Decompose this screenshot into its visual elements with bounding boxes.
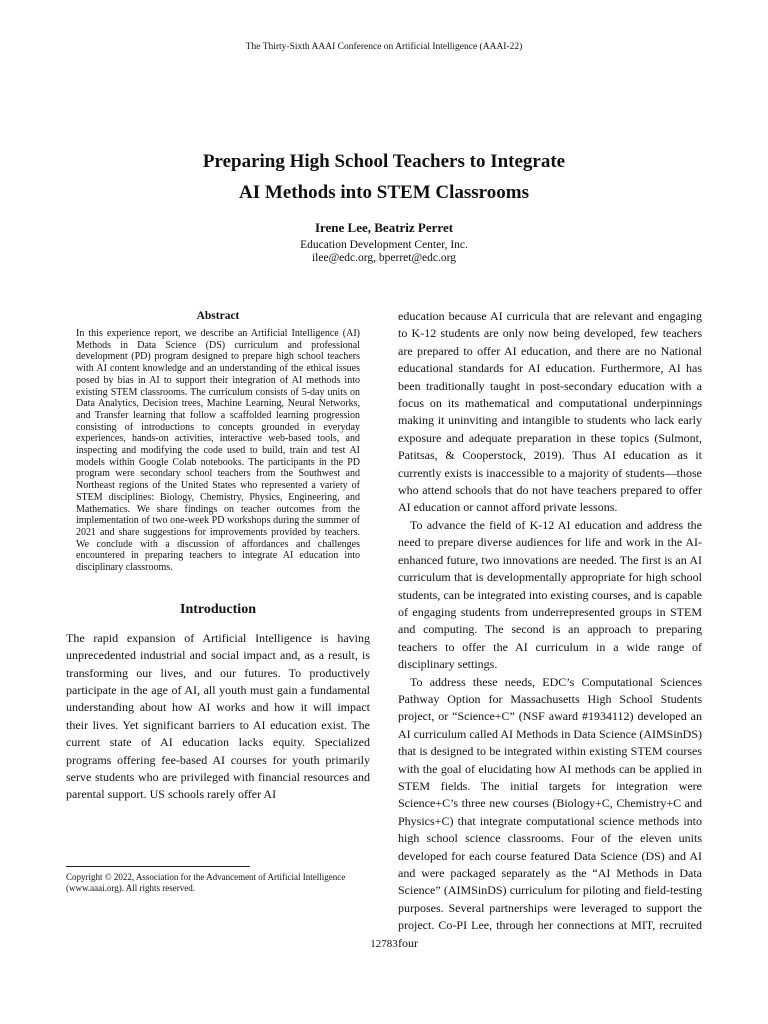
introduction-paragraph-1: The rapid expansion of Artificial Intelligence is having unprecedented industrial and social impact and, as a result, is transforming our lives, and our futures. To productively participate in the age of AI, all youth must gain a fundamental understanding about how AI works and how it will impact their lives. Yet significant barriers to AI education exist. The current state of AI education lacks equity. Specialized programs offering fee-based AI courses for youth primarily serve students who are privileged with financial resources and parental support. US schools rarely offer AI xyxy=(66,630,370,802)
paper-title xyxy=(0,146,768,208)
title-line-2: AI Methods into STEM Classrooms xyxy=(239,182,529,203)
affiliation: Education Development Center, Inc. xyxy=(300,239,468,251)
introduction-heading: Introduction xyxy=(180,601,256,617)
right-column xyxy=(398,308,702,952)
title-line-1: Preparing High School Teachers to Integrate xyxy=(202,151,566,172)
left-column xyxy=(66,310,370,804)
page-number: 12783 xyxy=(370,938,398,950)
abstract-text: In this experience report, we describe an Artificial Intelligence (AI) Methods in Data Science (DS) curriculum and professional development (PD) program designed to prepare high school teachers with AI content knowledge and an understanding of the ethical issues posed by bias in AI to support their integration of AI methods into existing STEM classrooms. The curriculum consists of 5-day units on Data Analytics, Decision trees, Machine Learning, Neural Networks, and Transfer learning that follow a scaffolded learning progression consisting of introductions to concepts grounded in everyday experiences, hands-on activities, interactive web-based tools, and inspecting and modifying the code used to build, train and test AI models within Google Colab notebooks. The participants in the PD program were secondary school teachers from the Southwest and Northeast regions of the United States who represented a variety of STEM disciplines: Biology, Chemistry, Physics, Engineering, and Mathematics. We share findings on teacher outcomes from the implementation of two one-week PD workshops during the summer of 2021 and share suggestions for improvements provided by teachers. We conclude with a discussion of affordances and challenges encountered in preparing teachers to integrate AI education into disciplinary classrooms. xyxy=(76,328,360,574)
introduction-paragraph-3: To address these needs, EDC’s Computational Sciences Pathway Option for Massachusetts High School Students project, or “Science+C” (NSF award #1934112) developed an AI curriculum called AI Methods in Data Science (AIMSinDS) that is designed to be integrated within existing STEM courses with the goal of elucidating how AI methods can be applied in STEM fields. The initial targets for integration were Science+C’s three new courses (Biology+C, Chemistry+C and Physics+C) that integrate computational science methods into high school science classrooms. Four of the eleven units developed for each course featured Data Science (DS) and AI and were packaged separately as the “AI Methods in Data Science” (AIMSinDS) curriculum for piloting and field-testing purposes. Several partnerships were leveraged to support the project. Co-PI Lee, through her connections at MIT, recruited four xyxy=(398,674,702,950)
authors: Irene Lee, Beatriz Perret xyxy=(314,220,454,235)
author-emails: ilee@edc.org, bperret@edc.org xyxy=(311,252,456,264)
abstract-heading: Abstract xyxy=(196,310,240,322)
copyright-footnote: Copyright © 2022, Association for the Advancement of Artificial Intelligence (www.aaai.org). All rights reserved. xyxy=(66,872,346,893)
footnote-rule xyxy=(66,866,250,867)
conference-header: The Thirty-Sixth AAAI Conference on Artificial Intelligence (AAAI-22) xyxy=(245,42,523,52)
affiliation-block xyxy=(0,239,768,265)
introduction-paragraph-2: To advance the field of K-12 AI education and address the need to prepare diverse audiences for life and work in the AI-enhanced future, two innovations are needed. The first is an AI curriculum that is developmentally appropriate for high school students, can be integrated into existing courses, and is capable of engaging students from underrepresented groups in STEM and computing. The second is an approach to preparing teachers to offer the AI curriculum in a wide range of disciplinary settings. xyxy=(398,517,702,672)
introduction-paragraph-continued: education because AI curricula that are relevant and engaging to K-12 students are only now being developed, few teachers are prepared to offer AI education, and there are no National educational standards for AI education. Furthermore, AI has been traditionally taught in post-secondary education with a focus on its mathematical and computational underpinnings making it uninviting and intangible to students who lack early exposure and adequate preparation in these topics (Sulmont, Patitsas, & Cooperstock, 2019). Thus AI education as it currently exists is inaccessible to a majority of students—those who attend schools that do not have teachers prepared to offer AI education or cannot afford private lessons. xyxy=(398,309,702,515)
